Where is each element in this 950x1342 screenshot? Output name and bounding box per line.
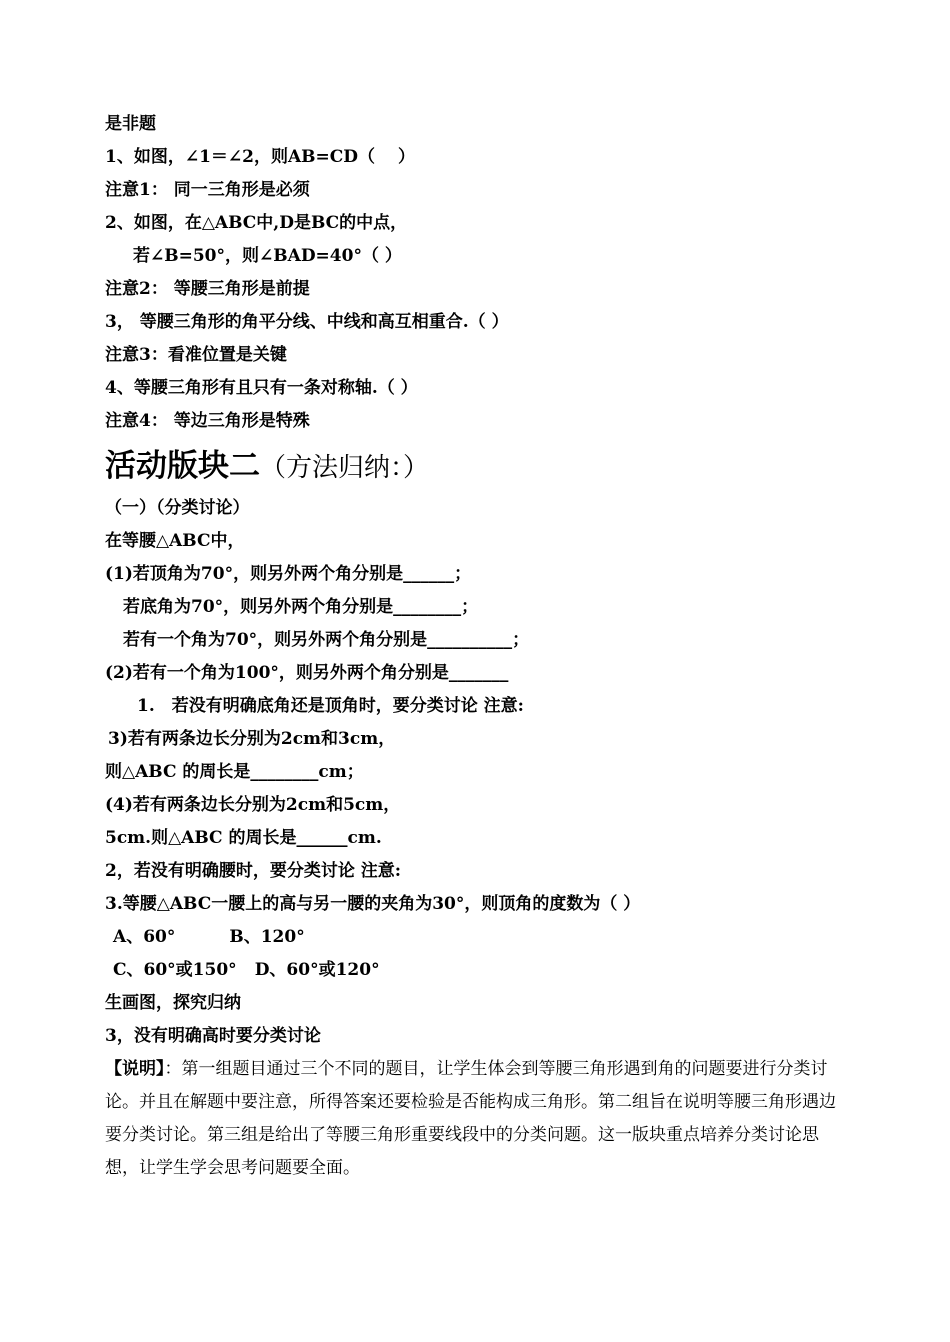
problem-3b: 则△ABC 的周长是________cm； bbox=[105, 762, 364, 782]
option-a: A、60° bbox=[113, 927, 176, 947]
problem-1b: 若底角为70°，则另外两个角分别是________； bbox=[123, 597, 479, 617]
options-row-2 bbox=[105, 954, 850, 987]
note-1: 注意1： 同一三角形是必须 bbox=[105, 180, 310, 200]
problem-3a: 3)若有两条边长分别为2cm和3cm， bbox=[108, 729, 396, 749]
heading-sub: （方法归纳：） bbox=[260, 453, 430, 483]
problem-5: 3.等腰△ABC一腰上的高与另一腰的夹角为30°，则顶角的度数为（ ） bbox=[105, 894, 641, 914]
note-4: 注意4： 等边三角形是特殊 bbox=[105, 411, 310, 431]
note-2: 注意2： 等腰三角形是前提 bbox=[105, 279, 310, 299]
question-2-line-2: 若∠B=50°，则∠BAD=40°（ ） bbox=[133, 246, 402, 266]
option-b: B、120° bbox=[229, 927, 305, 947]
question-1: 1、如图，∠1＝∠2，则AB=CD（ ） bbox=[105, 147, 415, 167]
problem-1c: 若有一个角为70°，则另外两个角分别是__________； bbox=[123, 630, 530, 650]
problem-intro: 在等腰△ABC中， bbox=[105, 531, 245, 551]
option-c: C、60°或150° bbox=[113, 960, 237, 980]
explanation-text: ：第一组题目通过三个不同的题目，让学生体会到等腰三角形遇到角的问题要进行分类讨论。并且在解题中要注意，所得答案还要检验是否能构成三角形。第二组旨在说明等腰三角形遇边要分类讨论。第三组是给出了等腰三角形重要线段中的分类问题。这一版块重点培养分类讨论思想，让学生学会思考问题要全面。 bbox=[105, 1059, 836, 1178]
tip-3: 3，没有明确高时要分类讨论 bbox=[105, 1026, 321, 1046]
problem-4a: (4)若有两条边长分别为2cm和5cm， bbox=[105, 795, 401, 815]
subsection-title: （一）（分类讨论） bbox=[105, 498, 250, 518]
problem-2: (2)若有一个角为100°，则另外两个角分别是_______ bbox=[105, 663, 509, 683]
section-heading bbox=[105, 440, 850, 492]
problem-6: 生画图，探究归纳 bbox=[105, 993, 241, 1013]
option-d: D、60°或120° bbox=[254, 960, 380, 980]
options-row-1 bbox=[105, 921, 850, 954]
problem-1a: (1)若顶角为70°，则另外两个角分别是______； bbox=[105, 564, 472, 584]
tip-1: 1. 若没有明确底角还是顶角时，要分类讨论 注意: bbox=[137, 696, 524, 716]
question-4: 4、等腰三角形有且只有一条对称轴.（ ） bbox=[105, 378, 418, 398]
note-3: 注意3：看准位置是关键 bbox=[105, 345, 287, 365]
explanation-label: 【说明】 bbox=[105, 1059, 165, 1079]
document-page bbox=[105, 108, 850, 1185]
question-3: 3， 等腰三角形的角平分线、中线和高互相重合.（ ） bbox=[105, 312, 509, 332]
heading-main: 活动版块二 bbox=[105, 448, 260, 484]
tip-2: 2，若没有明确腰时，要分类讨论 注意: bbox=[105, 861, 402, 881]
question-2-line-1: 2、如图，在△ABC中,D是BC的中点， bbox=[105, 213, 408, 233]
explanation-paragraph bbox=[105, 1053, 850, 1185]
section-title: 是非题 bbox=[105, 114, 156, 134]
problem-4b: 5cm.则△ABC 的周长是______cm. bbox=[105, 828, 382, 848]
